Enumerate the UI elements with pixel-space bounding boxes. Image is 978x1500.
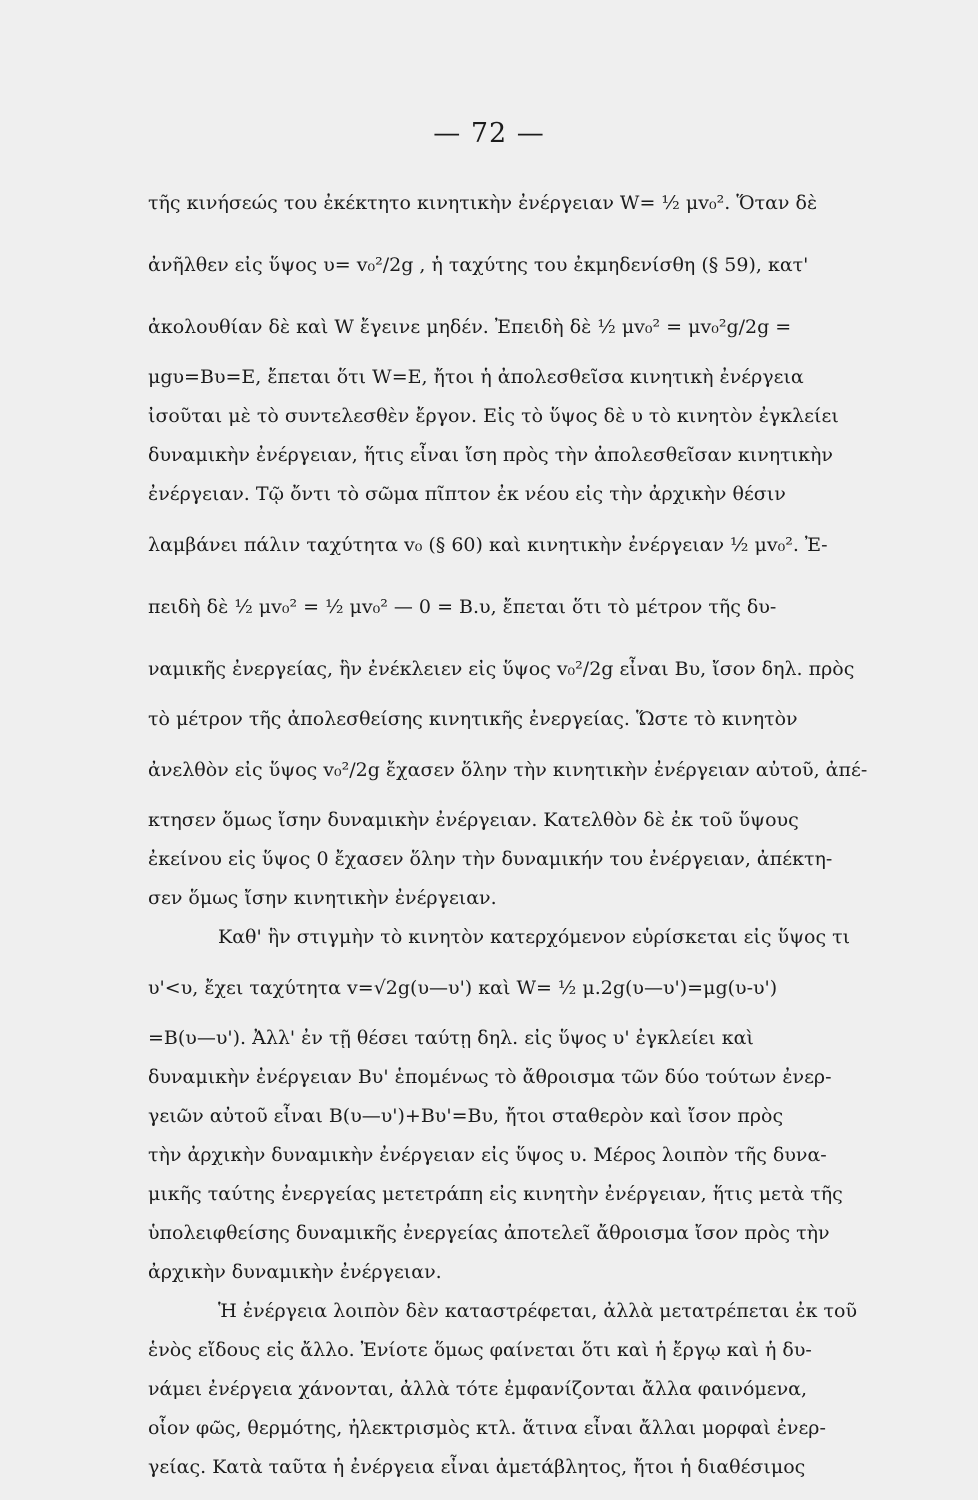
text-line: λαμβάνει πάλιν ταχύτητα v₀ (§ 60) καὶ κινητικὴν ἐνέργειαν ½ μv₀². Ἐ- [148,534,828,556]
text-line: Καθ' ἣν στιγμὴν τὸ κινητὸν κατερχόμενον εὑρίσκεται εἰς ὕψος τι [218,926,851,948]
text-line: δυναμικὴν ἐνέργειαν, ἥτις εἶναι ἴση πρὸς τὴν ἀπολεσθεῖσαν κινητικὴν [148,444,833,466]
text-line: Ἡ ἐνέργεια λοιπὸν δὲν καταστρέφεται, ἀλλὰ μετατρέπεται ἐκ τοῦ [218,1300,858,1322]
text-line: ὑπολειφθείσης δυναμικῆς ἐνεργείας ἀποτελεῖ ἄθροισμα ἴσον πρὸς τὴν [148,1222,830,1244]
text-line: ἀρχικὴν δυναμικὴν ἐνέργειαν. [148,1261,442,1283]
text-line: μικῆς ταύτης ἐνεργείας μετετράπη εἰς κινητὴν ἐνέργειαν, ἥτις μετὰ τῆς [148,1183,843,1205]
text-line: ἀνελθὸν εἰς ὕψος v₀²/2g ἔχασεν ὅλην τὴν κινητικὴν ἐνέργειαν αὐτοῦ, ἀπέ- [148,759,868,781]
text-line: ἀνῆλθεν εἰς ὕψος υ= v₀²/2g , ἡ ταχύτης του ἐκμηδενίσθη (§ 59), κατ' [148,254,809,276]
text-line: μgυ=Bυ=E, ἔπεται ὅτι W=E, ἤτοι ἡ ἀπολεσθεῖσα κινητικὴ ἐνέργεια [148,366,804,388]
text-line: ἰσοῦται μὲ τὸ συντελεσθὲν ἔργον. Εἰς τὸ ὕψος δὲ υ τὸ κινητὸν ἐγκλείει [148,405,839,427]
text-line: υ'<υ, ἔχει ταχύτητα v=√2g(υ—υ') καὶ W= ½ μ.2g(υ—υ')=μg(υ-υ') [148,977,778,999]
text-line: =B(υ—υ'). Ἀλλ' ἐν τῇ θέσει ταύτῃ δηλ. εἰς ὕψος υ' ἐγκλείει καὶ [148,1027,754,1049]
text-line: ἑνὸς εἴδους εἰς ἄλλο. Ἐνίοτε ὅμως φαίνεται ὅτι καὶ ἡ ἔργῳ καὶ ἡ δυ- [148,1339,812,1361]
text-line: γειῶν αὐτοῦ εἶναι B(υ—υ')+Bυ'=Bυ, ἤτοι σταθερὸν καὶ ἴσον πρὸς [148,1105,784,1127]
text-line: οἷον φῶς, θερμότης, ἠλεκτρισμὸς κτλ. ἅτινα εἶναι ἄλλαι μορφαὶ ἐνερ- [148,1417,826,1439]
page-number: — 72 — [433,118,545,149]
text-line: δυναμικὴν ἐνέργειαν Bυ' ἑπομένως τὸ ἄθροισμα τῶν δύο τούτων ἐνερ- [148,1066,832,1088]
text-line: ἀκολουθίαν δὲ καὶ W ἔγεινε μηδέν. Ἐπειδὴ δὲ ½ μv₀² = μv₀²g/2g = [148,316,792,338]
text-line: ναμικῆς ἐνεργείας, ἣν ἐνέκλειεν εἰς ὕψος v₀²/2g εἶναι Bυ, ἴσον δηλ. πρὸς [148,658,855,680]
text-line: πειδὴ δὲ ½ μv₀² = ½ μv₀² — 0 = B.υ, ἔπεται ὅτι τὸ μέτρον τῆς δυ- [148,596,777,618]
text-line: τὴν ἀρχικὴν δυναμικὴν ἐνέργειαν εἰς ὕψος υ. Μέρος λοιπὸν τῆς δυνα- [148,1144,827,1166]
text-line: ἐνέργειαν. Τῷ ὄντι τὸ σῶμα πῖπτον ἐκ νέου εἰς τὴν ἀρχικὴν θέσιν [148,483,786,505]
text-line: νάμει ἐνέργεια χάνονται, ἀλλὰ τότε ἐμφανίζονται ἄλλα φαινόμενα, [148,1378,807,1400]
text-line: σεν ὅμως ἴσην κινητικὴν ἐνέργειαν. [148,887,497,909]
text-line: τὸ μέτρον τῆς ἀπολεσθείσης κινητικῆς ἐνεργείας. Ὥστε τὸ κινητὸν [148,708,798,730]
text-body [148,172,920,1487]
text-line: κτησεν ὅμως ἴσην δυναμικὴν ἐνέργειαν. Κατελθὸν δὲ ἐκ τοῦ ὕψους [148,809,799,831]
text-line: τῆς κινήσεώς του ἐκέκτητο κινητικὴν ἐνέργειαν W= ½ μv₀². Ὅταν δὲ [148,192,818,214]
text-line: ἐκείνου εἰς ὕψος 0 ἔχασεν ὅλην τὴν δυναμικήν του ἐνέργειαν, ἀπέκτη- [148,848,833,870]
text-line: γείας. Κατὰ ταῦτα ἡ ἐνέργεια εἶναι ἀμετάβλητος, ἤτοι ἡ διαθέσιμος [148,1456,806,1478]
